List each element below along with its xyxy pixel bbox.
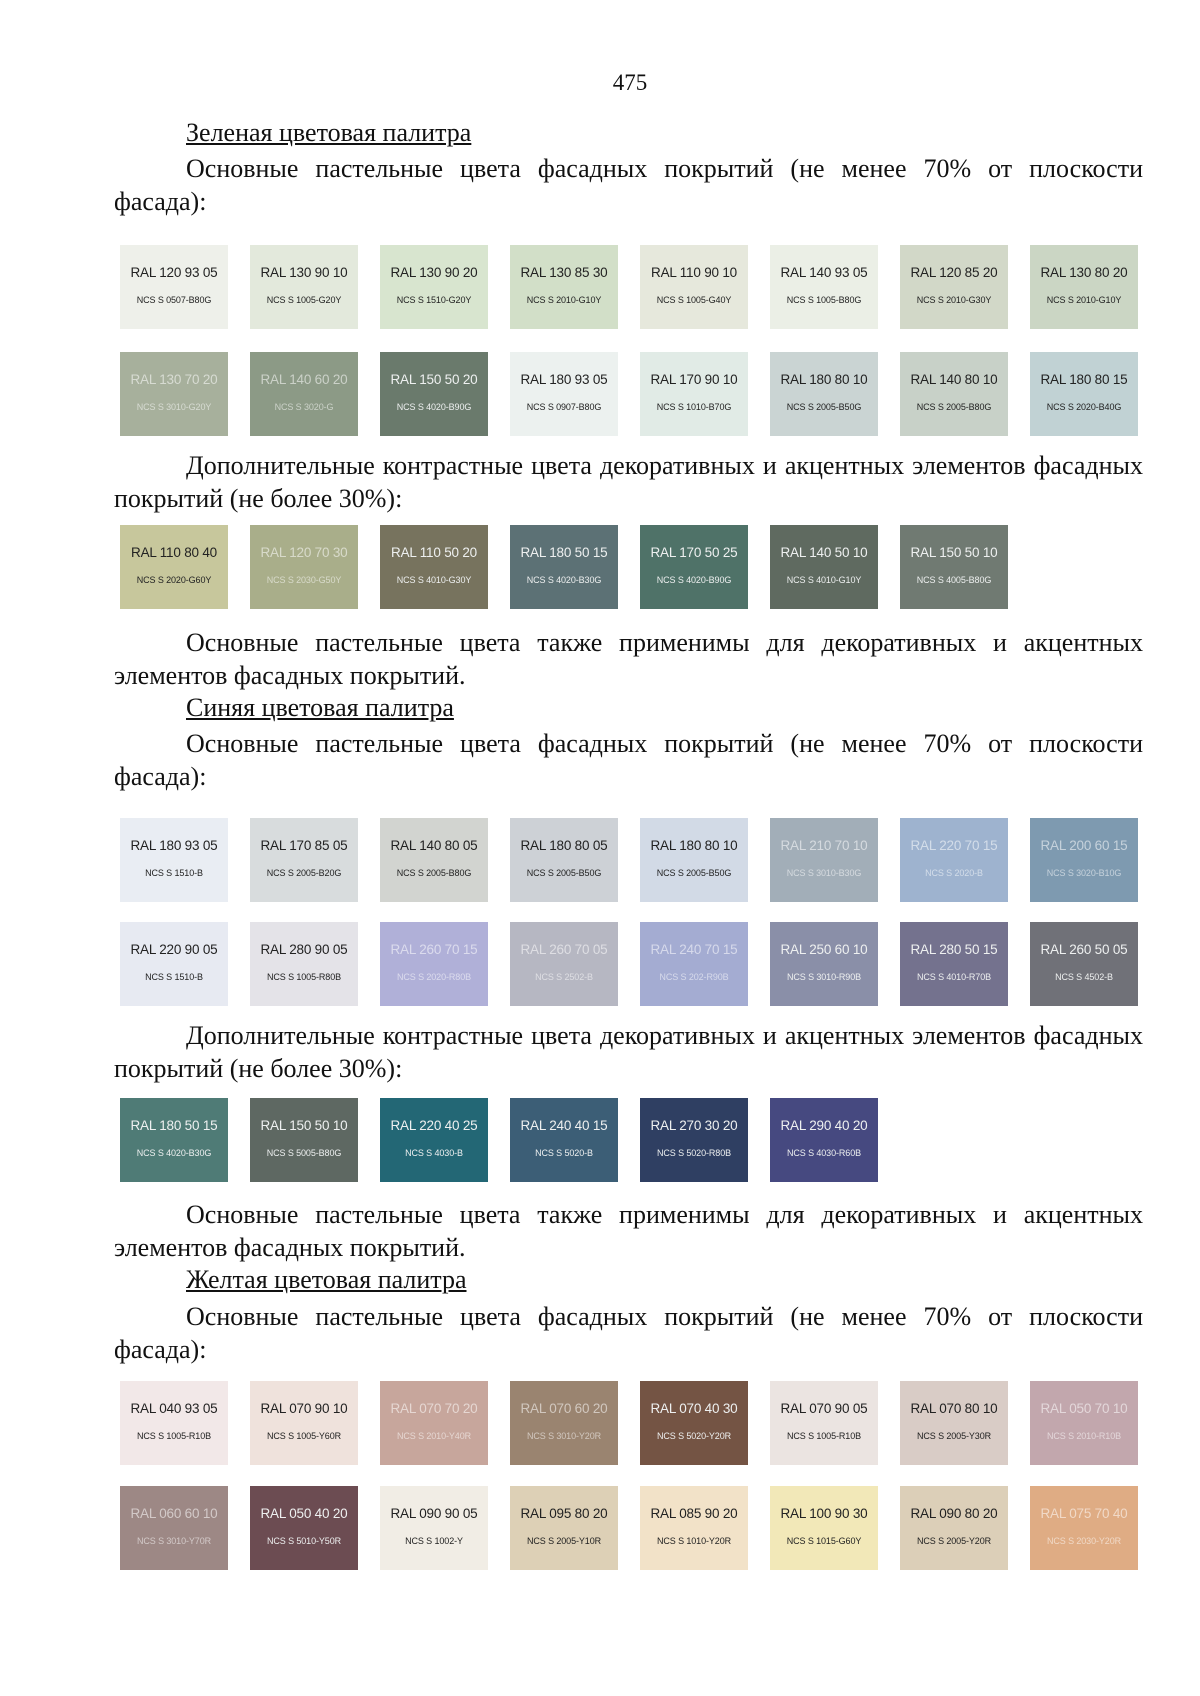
yellow-palette-heading: Желтая цветовая палитра bbox=[186, 1265, 467, 1294]
ral-code: RAL 180 93 05 bbox=[130, 838, 218, 853]
ncs-code: NCS S 4030-B bbox=[405, 1148, 463, 1158]
color-swatch bbox=[510, 1486, 618, 1570]
color-swatch bbox=[1030, 352, 1138, 436]
ncs-code: NCS S 1510-B bbox=[145, 972, 203, 982]
ral-code: RAL 070 80 10 bbox=[910, 1401, 998, 1416]
color-swatch bbox=[120, 352, 228, 436]
color-swatch bbox=[900, 922, 1008, 1006]
ral-code: RAL 260 70 15 bbox=[390, 942, 478, 957]
ncs-code: NCS S 2005-B50G bbox=[786, 402, 862, 412]
color-swatch bbox=[1030, 922, 1138, 1006]
ral-code: RAL 180 93 05 bbox=[520, 372, 608, 387]
yellow-main-text: Основные пастельные цвета фасадных покрытий (не менее 70% от плоскости фасада): bbox=[114, 1302, 1143, 1364]
color-swatch bbox=[770, 818, 878, 902]
ncs-code: NCS S 2005-B80G bbox=[396, 868, 472, 878]
green-accent-text: Дополнительные контрастные цвета декоративных и акцентных элементов фасадных покрытий (не более 30%): bbox=[114, 451, 1143, 513]
color-swatch bbox=[510, 525, 618, 609]
blue-main-text: Основные пастельные цвета фасадных покрытий (не менее 70% от плоскости фасада): bbox=[114, 729, 1143, 791]
color-swatch bbox=[640, 1098, 748, 1182]
color-swatch bbox=[510, 352, 618, 436]
ral-code: RAL 140 60 20 bbox=[260, 372, 348, 387]
ral-code: RAL 270 30 20 bbox=[650, 1118, 738, 1133]
color-swatch bbox=[510, 245, 618, 329]
ral-code: RAL 150 50 20 bbox=[390, 372, 478, 387]
color-swatch bbox=[900, 1381, 1008, 1465]
color-swatch bbox=[640, 245, 748, 329]
ncs-code: NCS S 2010-Y40R bbox=[396, 1431, 472, 1441]
ncs-code: NCS S 5020-Y20R bbox=[656, 1431, 732, 1441]
ncs-code: NCS S 4005-B80G bbox=[916, 575, 992, 585]
ral-code: RAL 090 90 05 bbox=[390, 1506, 478, 1521]
ncs-code: NCS S 2005-Y10R bbox=[526, 1536, 602, 1546]
color-swatch bbox=[900, 525, 1008, 609]
ncs-code: NCS S 4020-B30G bbox=[526, 575, 602, 585]
color-swatch bbox=[770, 1381, 878, 1465]
color-swatch bbox=[250, 1381, 358, 1465]
ral-code: RAL 170 50 25 bbox=[650, 545, 738, 560]
color-swatch bbox=[380, 1381, 488, 1465]
ral-code: RAL 050 40 20 bbox=[260, 1506, 348, 1521]
color-swatch bbox=[120, 525, 228, 609]
ral-code: RAL 140 50 10 bbox=[780, 545, 868, 560]
ncs-code: NCS S 2020-B bbox=[925, 868, 983, 878]
ncs-code: NCS S 202-R90B bbox=[659, 972, 729, 982]
ncs-code: NCS S 2502-B bbox=[535, 972, 593, 982]
blue-note: Основные пастельные цвета также применимы для декоративных и акцентных элементов фасадных покрытий. bbox=[114, 1200, 1143, 1262]
ncs-code: NCS S 4020-B90G bbox=[396, 402, 472, 412]
color-swatch bbox=[250, 922, 358, 1006]
ral-code: RAL 220 90 05 bbox=[130, 942, 218, 957]
color-swatch bbox=[120, 922, 228, 1006]
color-swatch bbox=[250, 1098, 358, 1182]
ncs-code: NCS S 1005-R10B bbox=[136, 1431, 212, 1441]
ncs-code: NCS S 1010-Y20R bbox=[656, 1536, 732, 1546]
ral-code: RAL 240 40 15 bbox=[520, 1118, 608, 1133]
ral-code: RAL 140 80 10 bbox=[910, 372, 998, 387]
ral-code: RAL 140 93 05 bbox=[780, 265, 868, 280]
ral-code: RAL 290 40 20 bbox=[780, 1118, 868, 1133]
color-swatch bbox=[120, 1098, 228, 1182]
ral-code: RAL 140 80 05 bbox=[390, 838, 478, 853]
color-swatch bbox=[380, 818, 488, 902]
ral-code: RAL 240 70 15 bbox=[650, 942, 738, 957]
ncs-code: NCS S 2020-R80B bbox=[396, 972, 472, 982]
green-palette-heading: Зеленая цветовая палитра bbox=[186, 118, 472, 147]
color-swatch bbox=[900, 245, 1008, 329]
color-swatch bbox=[770, 1486, 878, 1570]
ncs-code: NCS S 4020-B30G bbox=[136, 1148, 212, 1158]
ral-code: RAL 150 50 10 bbox=[910, 545, 998, 560]
color-swatch bbox=[640, 352, 748, 436]
ncs-code: NCS S 1510-G20Y bbox=[396, 295, 472, 305]
color-swatch bbox=[1030, 1486, 1138, 1570]
blue-palette-heading: Синяя цветовая палитра bbox=[186, 693, 454, 722]
ral-code: RAL 220 40 25 bbox=[390, 1118, 478, 1133]
ncs-code: NCS S 1005-R80B bbox=[266, 972, 342, 982]
ral-code: RAL 170 90 10 bbox=[650, 372, 738, 387]
color-swatch bbox=[770, 352, 878, 436]
ral-code: RAL 130 90 20 bbox=[390, 265, 478, 280]
color-swatch bbox=[510, 1098, 618, 1182]
ncs-code: NCS S 2005-B50G bbox=[526, 868, 602, 878]
color-swatch bbox=[900, 1486, 1008, 1570]
ral-code: RAL 085 90 20 bbox=[650, 1506, 738, 1521]
ral-code: RAL 120 85 20 bbox=[910, 265, 998, 280]
ncs-code: NCS S 2010-R10B bbox=[1046, 1431, 1122, 1441]
ncs-code: NCS S 5010-Y50R bbox=[266, 1536, 342, 1546]
ncs-code: NCS S 1510-B bbox=[145, 868, 203, 878]
color-swatch bbox=[640, 525, 748, 609]
ral-code: RAL 210 70 10 bbox=[780, 838, 868, 853]
ncs-code: NCS S 5020-R80B bbox=[656, 1148, 732, 1158]
color-swatch bbox=[640, 1381, 748, 1465]
ncs-code: NCS S 3020-G bbox=[274, 402, 334, 412]
ncs-code: NCS S 1010-B70G bbox=[656, 402, 732, 412]
ncs-code: NCS S 4502-B bbox=[1055, 972, 1113, 982]
ncs-code: NCS S 5020-B bbox=[535, 1148, 593, 1158]
color-swatch bbox=[120, 1381, 228, 1465]
color-swatch bbox=[1030, 1381, 1138, 1465]
ncs-code: NCS S 3010-R90B bbox=[786, 972, 862, 982]
ral-code: RAL 070 60 20 bbox=[520, 1401, 608, 1416]
ral-code: RAL 130 90 10 bbox=[260, 265, 348, 280]
ral-code: RAL 060 60 10 bbox=[130, 1506, 218, 1521]
ral-code: RAL 180 50 15 bbox=[130, 1118, 218, 1133]
color-swatch bbox=[640, 1486, 748, 1570]
color-swatch bbox=[1030, 818, 1138, 902]
ncs-code: NCS S 4020-B90G bbox=[656, 575, 732, 585]
ral-code: RAL 070 90 05 bbox=[780, 1401, 868, 1416]
ncs-code: NCS S 4010-R70B bbox=[916, 972, 992, 982]
ncs-code: NCS S 1005-G20Y bbox=[266, 295, 342, 305]
ncs-code: NCS S 1015-G60Y bbox=[786, 1536, 862, 1546]
ral-code: RAL 180 80 15 bbox=[1040, 372, 1128, 387]
ral-code: RAL 130 70 20 bbox=[130, 372, 218, 387]
ral-code: RAL 110 90 10 bbox=[651, 265, 737, 280]
page-number: 475 bbox=[612, 70, 648, 95]
ral-code: RAL 280 90 05 bbox=[260, 942, 348, 957]
ncs-code: NCS S 3010-Y70R bbox=[136, 1536, 212, 1546]
ral-code: RAL 280 50 15 bbox=[910, 942, 998, 957]
ncs-code: NCS S 2005-B50G bbox=[656, 868, 732, 878]
ncs-code: NCS S 1002-Y bbox=[405, 1536, 463, 1546]
ncs-code: NCS S 2005-B20G bbox=[266, 868, 342, 878]
ncs-code: NCS S 2030-G50Y bbox=[266, 575, 342, 585]
ncs-code: NCS S 2010-G10Y bbox=[526, 295, 602, 305]
color-swatch bbox=[120, 1486, 228, 1570]
ral-code: RAL 200 60 15 bbox=[1040, 838, 1128, 853]
ncs-code: NCS S 5005-B80G bbox=[266, 1148, 342, 1158]
color-swatch bbox=[120, 818, 228, 902]
ncs-code: NCS S 4010-G10Y bbox=[786, 575, 862, 585]
ral-code: RAL 040 93 05 bbox=[130, 1401, 218, 1416]
ral-code: RAL 180 80 10 bbox=[780, 372, 868, 387]
color-swatch bbox=[510, 922, 618, 1006]
ral-code: RAL 100 90 30 bbox=[780, 1506, 868, 1521]
color-swatch bbox=[250, 245, 358, 329]
color-swatch bbox=[380, 245, 488, 329]
color-swatch bbox=[250, 352, 358, 436]
ncs-code: NCS S 2005-Y30R bbox=[916, 1431, 992, 1441]
color-swatch bbox=[1030, 245, 1138, 329]
ral-code: RAL 050 70 10 bbox=[1040, 1401, 1128, 1416]
ncs-code: NCS S 1005-G40Y bbox=[656, 295, 732, 305]
ncs-code: NCS S 2005-Y20R bbox=[916, 1536, 992, 1546]
color-swatch bbox=[770, 525, 878, 609]
ral-code: RAL 260 70 05 bbox=[520, 942, 608, 957]
ncs-code: NCS S 1005-R10B bbox=[786, 1431, 862, 1441]
blue-accent-text: Дополнительные контрастные цвета декоративных и акцентных элементов фасадных покрытий (не более 30%): bbox=[114, 1021, 1143, 1083]
green-note: Основные пастельные цвета также применимы для декоративных и акцентных элементов фасадных покрытий. bbox=[114, 628, 1143, 690]
color-swatch bbox=[250, 818, 358, 902]
ral-code: RAL 095 80 20 bbox=[520, 1506, 608, 1521]
ral-code: RAL 070 90 10 bbox=[260, 1401, 348, 1416]
color-swatch bbox=[640, 922, 748, 1006]
ncs-code: NCS S 1005-B80G bbox=[786, 295, 862, 305]
ral-code: RAL 090 80 20 bbox=[910, 1506, 998, 1521]
color-swatch bbox=[250, 1486, 358, 1570]
color-swatch bbox=[380, 352, 488, 436]
ral-code: RAL 075 70 40 bbox=[1040, 1506, 1128, 1521]
color-swatch bbox=[770, 922, 878, 1006]
ral-code: RAL 110 80 40 bbox=[131, 545, 217, 560]
color-swatch bbox=[250, 525, 358, 609]
ncs-code: NCS S 0507-B80G bbox=[136, 295, 212, 305]
color-swatch bbox=[640, 818, 748, 902]
color-swatch bbox=[380, 922, 488, 1006]
color-swatch bbox=[900, 818, 1008, 902]
ral-code: RAL 180 50 15 bbox=[520, 545, 608, 560]
ral-code: RAL 250 60 10 bbox=[780, 942, 868, 957]
ncs-code: NCS S 4030-R60B bbox=[786, 1148, 862, 1158]
ral-code: RAL 130 80 20 bbox=[1040, 265, 1128, 280]
ncs-code: NCS S 2010-G30Y bbox=[916, 295, 992, 305]
color-swatch bbox=[120, 245, 228, 329]
ncs-code: NCS S 3020-B10G bbox=[1046, 868, 1122, 878]
ral-code: RAL 070 40 30 bbox=[650, 1401, 738, 1416]
ral-code: RAL 130 85 30 bbox=[520, 265, 608, 280]
ncs-code: NCS S 3010-Y20R bbox=[526, 1431, 602, 1441]
ral-code: RAL 220 70 15 bbox=[910, 838, 998, 853]
ral-code: RAL 170 85 05 bbox=[260, 838, 348, 853]
color-swatch bbox=[510, 1381, 618, 1465]
ncs-code: NCS S 0907-B80G bbox=[526, 402, 602, 412]
ncs-code: NCS S 2010-G10Y bbox=[1046, 295, 1122, 305]
ncs-code: NCS S 2020-G60Y bbox=[136, 575, 212, 585]
color-swatch bbox=[380, 1486, 488, 1570]
ncs-code: NCS S 2020-B40G bbox=[1046, 402, 1122, 412]
ral-code: RAL 120 70 30 bbox=[260, 545, 348, 560]
ral-code: RAL 150 50 10 bbox=[260, 1118, 348, 1133]
green-main-text: Основные пастельные цвета фасадных покрытий (не менее 70% от плоскости фасада): bbox=[114, 154, 1143, 216]
color-swatch bbox=[510, 818, 618, 902]
ncs-code: NCS S 1005-Y60R bbox=[266, 1431, 342, 1441]
ncs-code: NCS S 3010-G20Y bbox=[136, 402, 212, 412]
ral-code: RAL 260 50 05 bbox=[1040, 942, 1128, 957]
color-swatch bbox=[900, 352, 1008, 436]
color-swatch bbox=[380, 1098, 488, 1182]
color-swatch bbox=[770, 1098, 878, 1182]
ncs-code: NCS S 2005-B80G bbox=[916, 402, 992, 412]
ncs-code: NCS S 4010-G30Y bbox=[396, 575, 472, 585]
color-swatch bbox=[380, 525, 488, 609]
ral-code: RAL 110 50 20 bbox=[391, 545, 477, 560]
ral-code: RAL 120 93 05 bbox=[130, 265, 218, 280]
ral-code: RAL 180 80 10 bbox=[650, 838, 738, 853]
ncs-code: NCS S 2030-Y20R bbox=[1046, 1536, 1122, 1546]
color-swatch bbox=[770, 245, 878, 329]
ral-code: RAL 070 70 20 bbox=[390, 1401, 478, 1416]
ncs-code: NCS S 3010-B30G bbox=[786, 868, 862, 878]
ral-code: RAL 180 80 05 bbox=[520, 838, 608, 853]
